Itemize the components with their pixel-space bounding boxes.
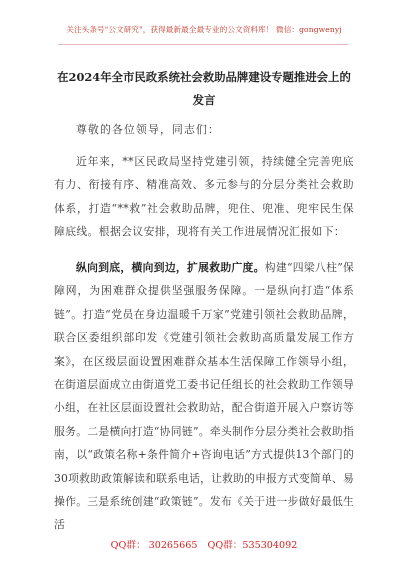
header-divider <box>58 44 348 45</box>
section-heading: 纵向到底，横向到边，扩展救助广度。 <box>76 261 265 274</box>
document-title-line2: 发言 <box>192 93 216 107</box>
header-banner: 关注头条号"公文研究"，获得最新最全最专业的公文资料库！ 微信：gongwenyj <box>66 25 342 34</box>
paragraph-section-1 <box>54 256 354 537</box>
section-body: 构建“四梁八柱”保障网，为困难群众提供坚强服务保障。一是纵向打造“体系链”。打造“党员在身边温暖千万家”党建引领社会救助品牌，联合区委组织部印发《党建引领社会救助高质量发展工作方案》，在区级层面设置困难群众基本生活保障工作领导小组，在街道层面成立由街道党工委书记任组长的社会救助工作领导小组，在社区层面设置社会救助站，配合街道开展入户察访等服务。二是横向打造“协同链”。牵头制作分层分类社会救助指南，以“政策名称+条件简介+咨询电话”方式提供13个部门的30项救助政策解读和联系电话，让救助的申报方式变简单、易操作。三是系统创建“政策链”。发布《关于进一步做好最低生活 <box>54 261 354 532</box>
footer-qq-group-2: QQ群：535304092 <box>207 540 298 551</box>
footer-qq-group-1: QQ群： 30265665 <box>110 540 198 551</box>
document-title-line1: 在2024年全市民政系统社会救助品牌建设专题推进会上的 <box>57 70 351 84</box>
greeting: 尊敬的各位领导，同志们： <box>76 123 220 136</box>
paragraph-intro: 近年来，**区民政局坚持党建引领，持续健全完善兜底有力、衔接有序、精准高效、多元参与的分层分类社会救助体系，打造“**救”社会救助品牌，兜住、兜准、兜牢民生保障底线。根据会议安排，现将有关工作进展情况汇报如下： <box>54 155 354 239</box>
footer-qq-groups <box>0 537 408 551</box>
